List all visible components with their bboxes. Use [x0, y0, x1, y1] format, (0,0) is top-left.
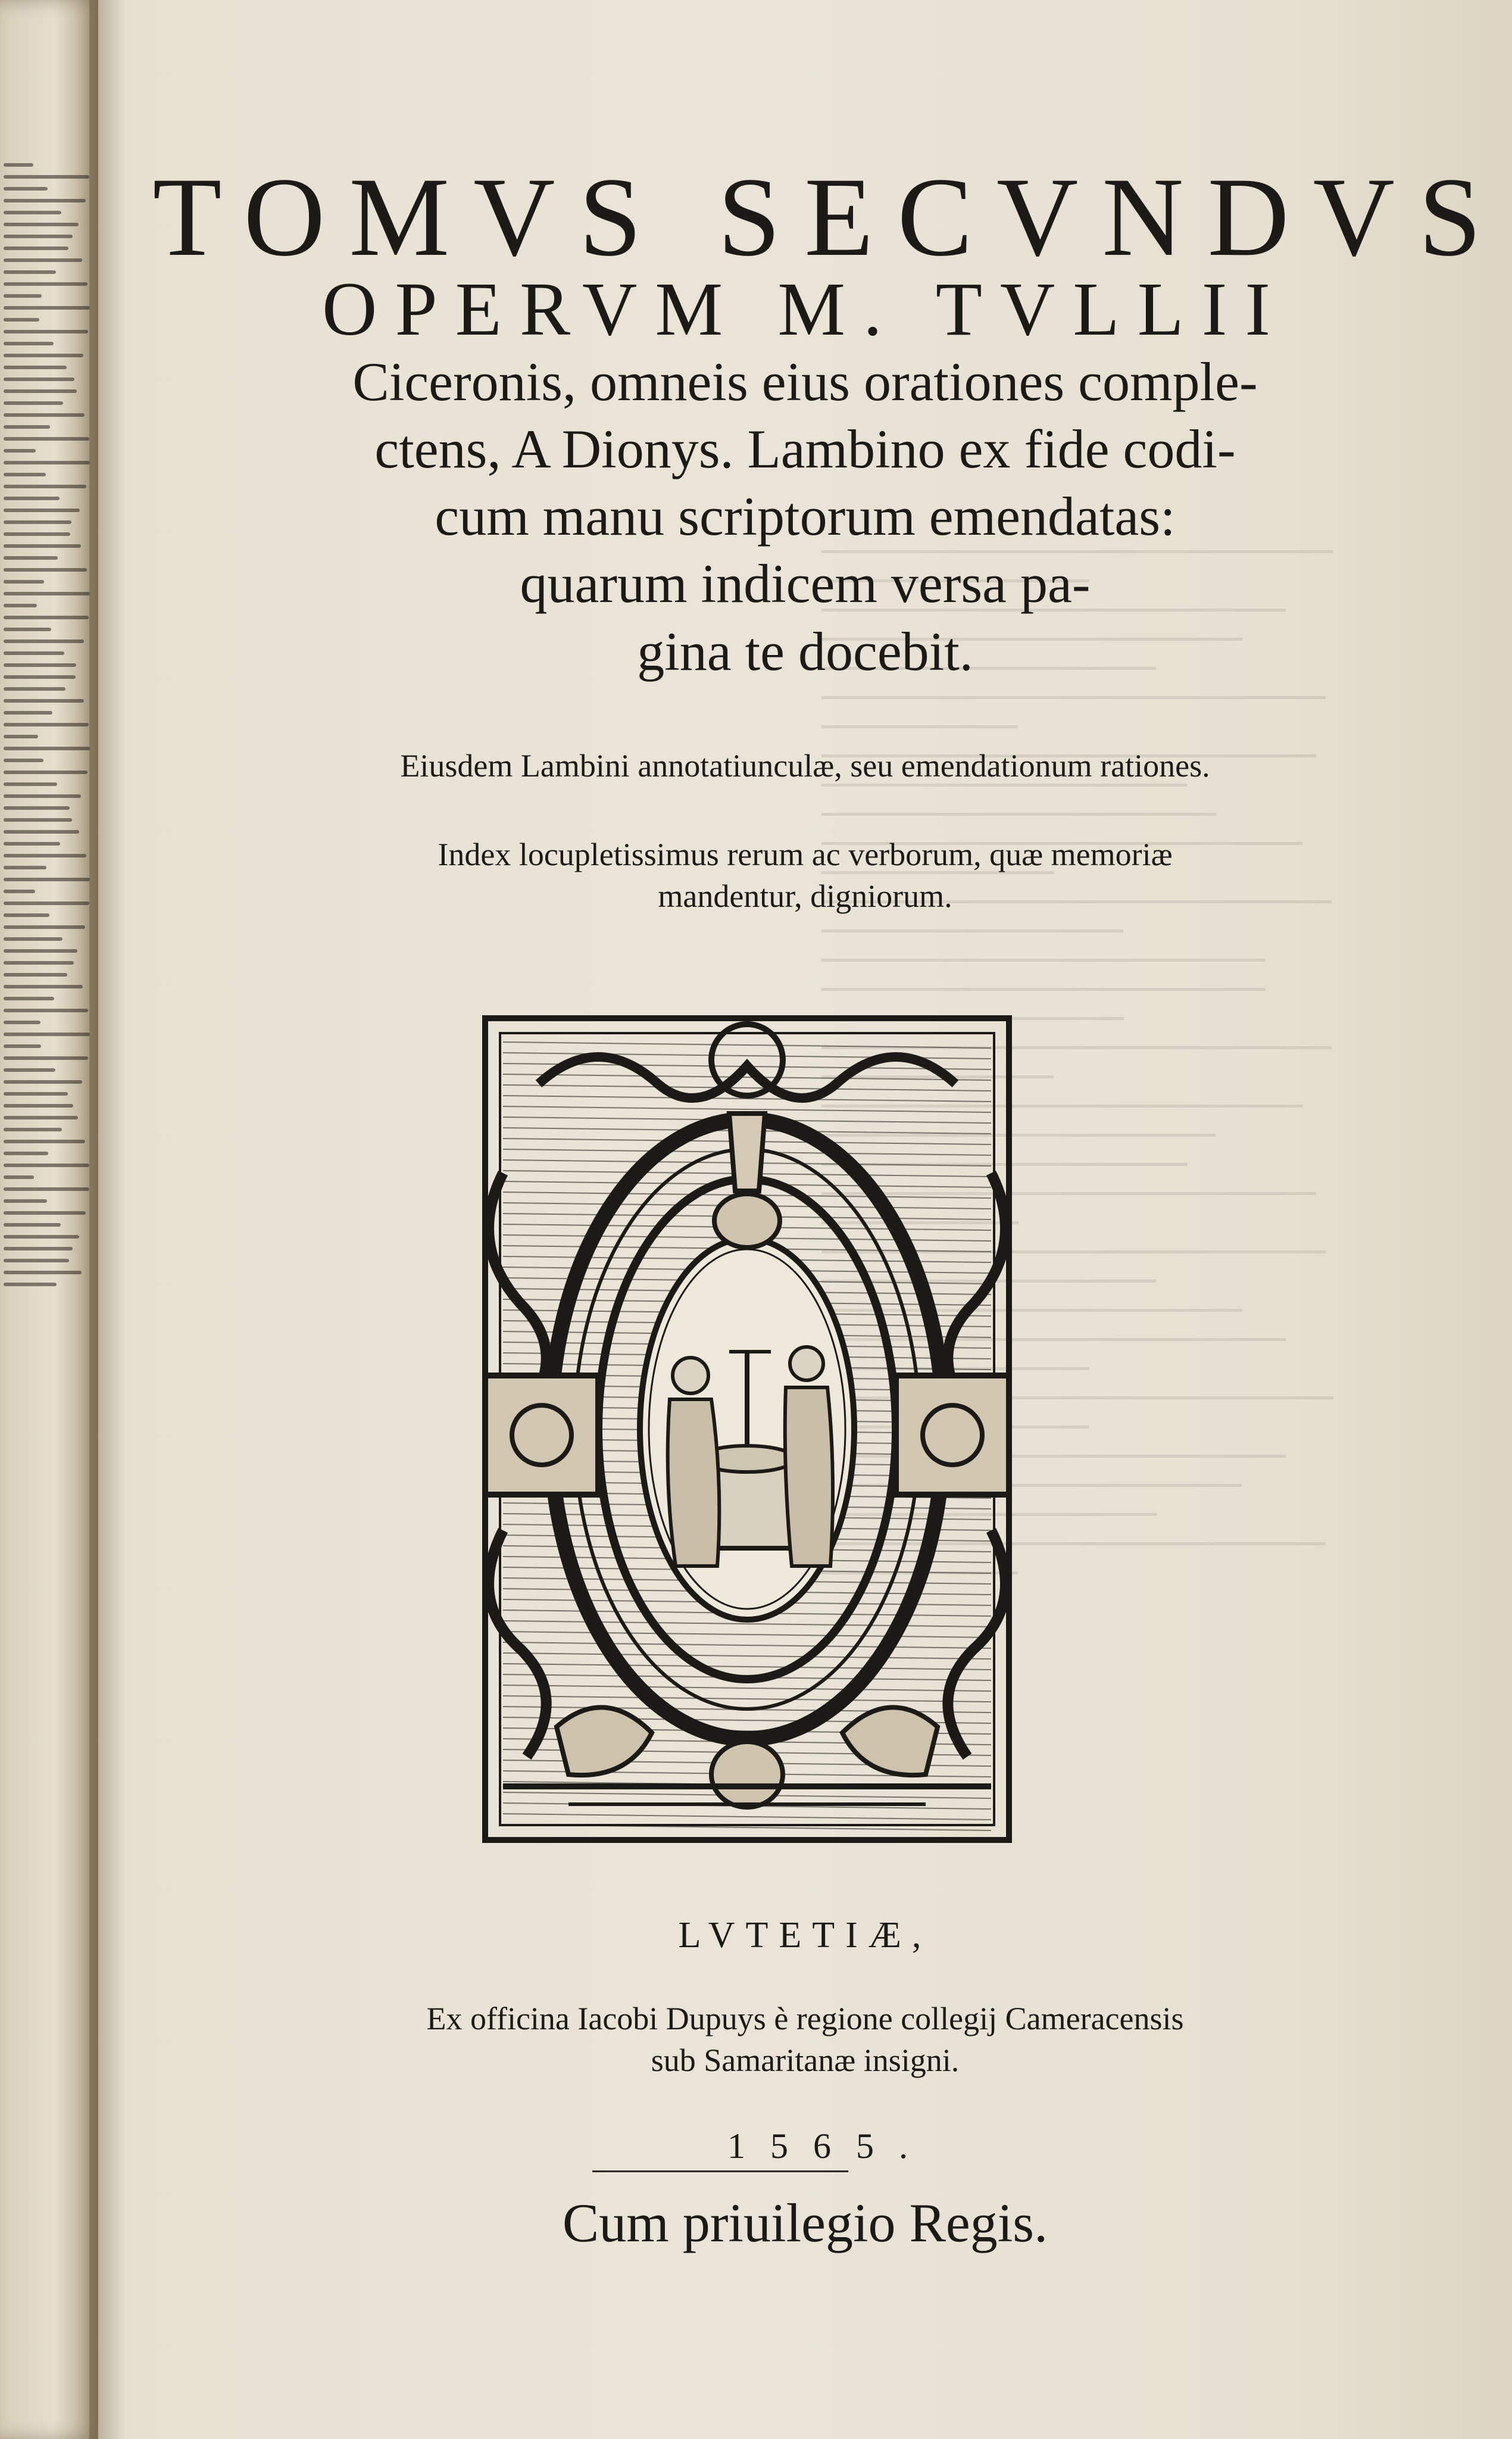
royal-privilege: Cum priuilegio Regis.: [562, 2192, 1048, 2253]
previous-page-text-fragments: [4, 155, 93, 1295]
text-fragment: [4, 1199, 47, 1203]
text-fragment: [4, 604, 37, 607]
text-fragment: [4, 592, 90, 595]
text-fragment: [4, 175, 89, 179]
text-fragment: [4, 1223, 61, 1227]
text-fragment: [4, 1259, 69, 1262]
text-fragment: [4, 866, 46, 869]
text-fragment: [4, 1175, 34, 1179]
index-note: [98, 834, 1512, 917]
text-fragment: [4, 163, 33, 167]
text-fragment: [4, 1056, 88, 1060]
text-fragment: [4, 389, 77, 393]
text-fragment: [4, 461, 90, 464]
text-fragment: [4, 282, 88, 286]
text-fragment: [4, 1152, 48, 1155]
text-fragment: [4, 342, 54, 345]
text-fragment: [4, 425, 50, 429]
text-fragment: [4, 401, 63, 405]
text-fragment: [4, 187, 48, 191]
text-fragment: [4, 532, 70, 536]
title-page-content: [98, 0, 1512, 2439]
imprint-year: 1565.: [727, 2126, 933, 2166]
imprint-printer: [98, 1998, 1512, 2081]
text-fragment: [4, 1044, 41, 1048]
text-fragment: [4, 782, 57, 786]
text-fragment: [4, 1283, 57, 1286]
text-fragment: [4, 878, 90, 881]
text-fragment: [4, 675, 76, 679]
text-fragment: [4, 759, 43, 762]
title-description-line: quarum indicem versa pa-: [520, 553, 1091, 615]
text-fragment: [4, 949, 77, 953]
hatch-line: [503, 1074, 991, 1080]
index-note-line: Index locupletissimus rerum ac verborum, quæ memoriæ: [438, 837, 1173, 872]
text-fragment: [4, 997, 54, 1000]
text-fragment: [4, 663, 76, 667]
text-fragment: [4, 937, 63, 941]
text-fragment: [4, 973, 67, 977]
text-fragment: [4, 961, 74, 965]
title-description: [98, 348, 1512, 685]
text-fragment: [4, 354, 83, 357]
title-description-line: ctens, A Dionys. Lambino ex fide codi-: [374, 419, 1236, 480]
text-fragment: [4, 378, 74, 381]
text-fragment: [4, 651, 64, 655]
text-fragment: [4, 794, 81, 798]
text-fragment: [4, 247, 68, 250]
text-fragment: [4, 1116, 78, 1119]
text-fragment: [4, 199, 86, 202]
text-fragment: [4, 699, 84, 703]
text-fragment: [4, 568, 87, 572]
text-fragment: [4, 985, 83, 988]
text-fragment: [4, 580, 44, 584]
text-fragment: [4, 211, 61, 214]
text-fragment: [4, 520, 71, 524]
title-description-line: gina te docebit.: [637, 620, 973, 682]
text-fragment: [4, 818, 72, 822]
text-fragment: [4, 628, 51, 631]
text-fragment: [4, 509, 80, 512]
text-fragment: [4, 449, 36, 453]
annotations-note: Eiusdem Lambini annotatiunculæ, seu emendationum rationes.: [400, 748, 1210, 784]
text-fragment: [4, 437, 89, 441]
text-fragment: [4, 616, 89, 619]
imprint-city: LVTETIÆ,: [678, 1915, 932, 1955]
text-fragment: [4, 735, 38, 738]
text-fragment: [4, 1235, 79, 1239]
hatch-line: [503, 1685, 991, 1691]
hatch-line: [503, 1632, 991, 1638]
text-fragment: [4, 890, 35, 893]
text-fragment: [4, 270, 56, 274]
hatch-line: [503, 1653, 991, 1659]
text-fragment: [4, 330, 88, 333]
hatch-line: [503, 1042, 991, 1048]
hatch-line: [503, 1085, 991, 1091]
imprint-printer-line: sub Samaritanæ insigni.: [651, 2042, 960, 2079]
text-fragment: [4, 473, 46, 476]
title-description-line: cum manu scriptorum emendatas:: [435, 486, 1176, 547]
text-fragment: [4, 1140, 85, 1143]
printers-device-woodcut-icon: [449, 994, 1045, 1864]
text-fragment: [4, 747, 90, 750]
text-fragment: [4, 544, 81, 548]
text-fragment: [4, 556, 58, 560]
text-fragment: [4, 640, 84, 643]
text-fragment: [4, 366, 67, 369]
text-fragment: [4, 1128, 62, 1131]
year-rule: [592, 2170, 848, 2172]
text-fragment: [4, 1033, 90, 1036]
text-fragment: [4, 1080, 82, 1084]
text-fragment: [4, 723, 89, 726]
text-fragment: [4, 485, 86, 488]
hatch-line: [503, 1642, 991, 1648]
text-fragment: [4, 1247, 73, 1250]
text-fragment: [4, 1068, 55, 1072]
text-fragment: [4, 258, 82, 262]
text-fragment: [4, 902, 89, 905]
text-fragment: [4, 1092, 68, 1096]
hatch-line: [503, 1696, 991, 1702]
hatch-line: [503, 1664, 991, 1670]
text-fragment: [4, 413, 85, 417]
text-fragment: [4, 1211, 86, 1215]
title-line-1: TOMVS SECVNDVS: [152, 155, 1505, 280]
imprint-printer-line: Ex officina Iacobi Dupuys è regione collegij Cameracensis: [426, 2001, 1184, 2036]
text-fragment: [4, 925, 85, 929]
text-fragment: [4, 1164, 89, 1167]
text-fragment: [4, 306, 90, 310]
text-fragment: [4, 223, 79, 226]
index-note-line: mandentur, digniorum.: [658, 878, 952, 915]
text-fragment: [4, 1009, 88, 1012]
text-fragment: [4, 1104, 73, 1108]
text-fragment: [4, 806, 70, 810]
text-fragment: [4, 1021, 40, 1024]
text-fragment: [4, 687, 65, 691]
hatch-line: [503, 1814, 991, 1820]
title-description-line: Ciceronis, omneis eius orationes comple-: [352, 351, 1258, 412]
text-fragment: [4, 294, 42, 298]
text-fragment: [4, 830, 79, 834]
text-fragment: [4, 497, 60, 500]
text-fragment: [4, 913, 49, 917]
text-fragment: [4, 771, 88, 774]
title-line-2: OPERVM M. TVLLII: [322, 267, 1288, 351]
text-fragment: [4, 842, 60, 846]
text-fragment: [4, 711, 52, 715]
text-fragment: [4, 1187, 89, 1191]
previous-page-edge: [0, 0, 98, 2439]
text-fragment: [4, 854, 86, 857]
text-fragment: [4, 235, 73, 238]
text-fragment: [4, 318, 39, 322]
text-fragment: [4, 1271, 82, 1274]
